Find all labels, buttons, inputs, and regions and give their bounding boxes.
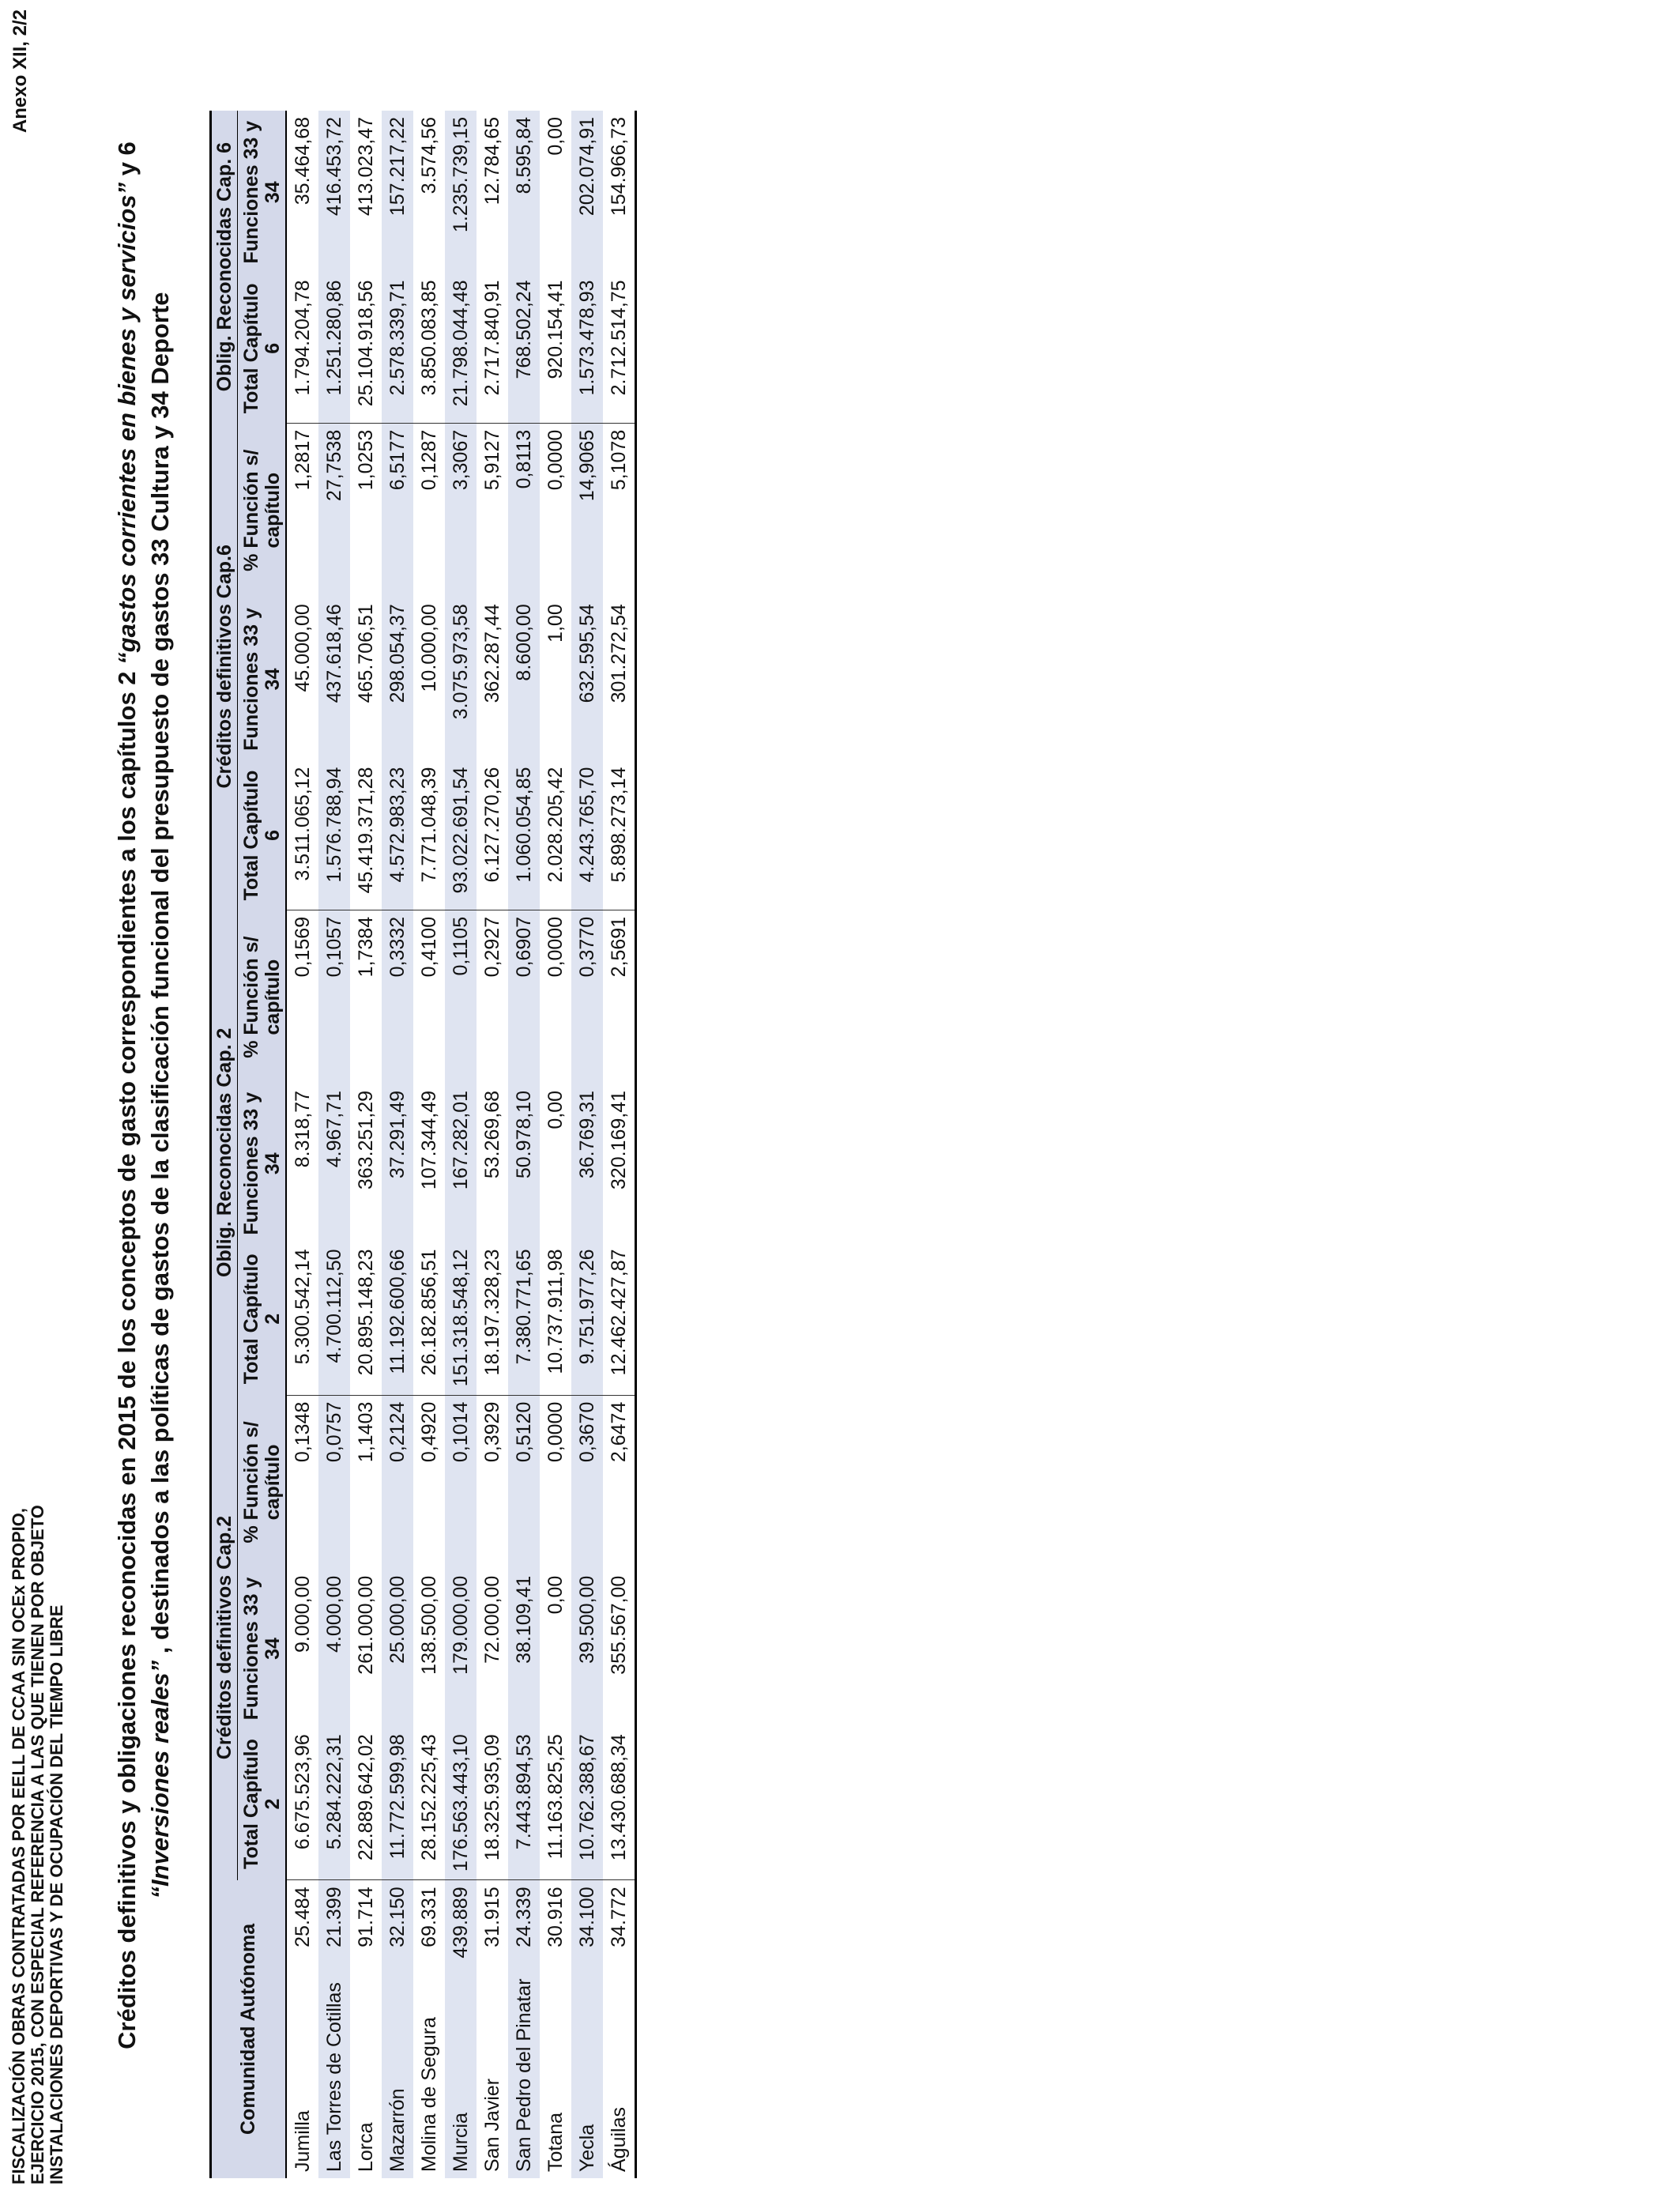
value-cell: 0,0000 xyxy=(544,916,567,978)
population-cell: 25.484 xyxy=(291,1887,314,1947)
group-header-row xyxy=(211,111,238,2178)
title-italic: “Inversiones reales” xyxy=(146,1660,174,1899)
value-cell: 2.028.205,42 xyxy=(540,761,571,910)
value-cell: 768.502,24 xyxy=(508,273,540,423)
table-row xyxy=(508,111,540,2178)
value-cell: 8.600,00 xyxy=(508,598,540,760)
table-row xyxy=(350,111,382,2178)
value-cell: 1,1403 xyxy=(354,1401,377,1463)
column-header: % Función s/ capítulo xyxy=(238,423,287,598)
value-cell: 53.269,68 xyxy=(480,1090,503,1179)
value-cell: 4.243.765,70 xyxy=(571,761,603,910)
value-cell: 179.000,00 xyxy=(445,1570,477,1728)
value-cell: 3.511.065,12 xyxy=(286,761,318,910)
table-row xyxy=(445,111,477,2178)
value-cell: 0,2927 xyxy=(480,916,503,978)
value-cell: 11.192.600,66 xyxy=(382,1242,413,1395)
value-cell: 0,6907 xyxy=(508,910,540,1084)
community-header: Comunidad Autónoma xyxy=(211,1880,287,2178)
value-cell: 37.291,49 xyxy=(382,1084,413,1243)
value-cell: 3.574,56 xyxy=(417,117,440,194)
table-row xyxy=(286,111,318,2178)
value-cell: 18.197.328,23 xyxy=(477,1242,508,1395)
value-cell: 4.000,00 xyxy=(318,1570,350,1728)
value-cell: 301.272,54 xyxy=(603,598,636,760)
value-cell: 0,00 xyxy=(544,1090,567,1129)
value-cell: 202.074,91 xyxy=(571,111,603,273)
value-cell: 45.000,00 xyxy=(291,604,314,692)
value-cell: 107.344,49 xyxy=(417,1090,440,1190)
value-cell: 4.572.983,23 xyxy=(382,761,413,910)
value-cell: 320.169,41 xyxy=(603,1084,636,1243)
column-header: Total Capítulo 2 xyxy=(238,1728,287,1880)
value-cell: 261.000,00 xyxy=(354,1575,377,1675)
municipality-name: San Pedro del Pinatar xyxy=(508,1972,540,2178)
value-cell: 10.762.388,67 xyxy=(571,1728,603,1880)
report-header xyxy=(9,1505,66,2185)
value-cell: 11.163.825,25 xyxy=(540,1728,571,1880)
value-cell: 0,3770 xyxy=(571,910,603,1084)
value-cell: 0,1287 xyxy=(417,429,440,491)
value-cell: 416.453,72 xyxy=(318,111,350,273)
value-cell: 0,5120 xyxy=(508,1395,540,1570)
header-line: INSTALACIONES DEPORTIVAS Y DE OCUPACIÓN DEL TIEMPO LIBRE xyxy=(47,1604,66,2185)
value-cell: 1.060.054,85 xyxy=(508,761,540,910)
population-cell: 69.331 xyxy=(417,1887,440,1947)
value-cell: 2,6474 xyxy=(603,1395,636,1570)
value-cell: 0,2124 xyxy=(382,1395,413,1570)
value-cell: 7.771.048,39 xyxy=(413,761,445,910)
column-header: % Función s/ capítulo xyxy=(238,1395,287,1570)
header-line: FISCALIZACIÓN OBRAS CONTRATADAS POR EELL DE CCAA SIN OCEx PROPIO, xyxy=(9,1507,28,2185)
value-cell: 26.182.856,51 xyxy=(413,1242,445,1395)
value-cell: 4.967,71 xyxy=(318,1084,350,1243)
value-cell: 27,7538 xyxy=(318,423,350,598)
value-cell: 50.978,10 xyxy=(508,1084,540,1243)
value-cell: 2.578.339,71 xyxy=(382,273,413,423)
data-table xyxy=(209,111,637,2178)
population-cell: 30.916 xyxy=(544,1887,567,1947)
value-cell: 25.000,00 xyxy=(382,1570,413,1728)
value-cell: 36.769,31 xyxy=(571,1084,603,1243)
value-cell: 0,8113 xyxy=(508,423,540,598)
title-text: y 6 xyxy=(113,141,141,183)
value-cell: 6.127.270,26 xyxy=(477,761,508,910)
population-cell: 21.399 xyxy=(318,1880,350,1973)
value-cell: 0,3332 xyxy=(382,910,413,1084)
municipality-name: Las Torres de Cotillas xyxy=(318,1972,350,2178)
value-cell: 151.318.548,12 xyxy=(445,1242,477,1395)
value-cell: 1.794.204,78 xyxy=(286,273,318,423)
group-header: Créditos definitivos Cap.6 xyxy=(211,423,238,910)
population-cell: 24.339 xyxy=(508,1880,540,1973)
value-cell: 920.154,41 xyxy=(540,273,571,423)
municipality-name: Mazarrón xyxy=(382,1972,413,2178)
value-cell: 14,9065 xyxy=(571,423,603,598)
value-cell: 12.784,65 xyxy=(480,117,503,205)
table-row xyxy=(540,111,571,2178)
value-cell: 5,9127 xyxy=(480,429,503,491)
population-cell: 34.100 xyxy=(571,1880,603,1973)
value-cell: 1,2817 xyxy=(291,429,314,491)
column-header: Funciones 33 y 34 xyxy=(238,111,287,273)
column-header: Funciones 33 y 34 xyxy=(238,1570,287,1728)
municipality-name: Águilas xyxy=(603,1972,636,2178)
value-cell: 0,3670 xyxy=(571,1395,603,1570)
value-cell: 21.798.044,48 xyxy=(445,273,477,423)
value-cell: 1.235.739,15 xyxy=(445,111,477,273)
value-cell: 0,0000 xyxy=(544,429,567,491)
value-cell: 13.430.688,34 xyxy=(603,1728,636,1880)
value-cell: 0,3929 xyxy=(480,1401,503,1463)
value-cell: 1.573.478,93 xyxy=(571,273,603,423)
value-cell: 413.023,47 xyxy=(354,117,377,217)
value-cell: 0,1057 xyxy=(318,910,350,1084)
municipality-name: San Javier xyxy=(480,2078,503,2172)
value-cell: 355.567,00 xyxy=(603,1570,636,1728)
group-header: Oblig. Reconocidas Cap. 2 xyxy=(211,910,238,1395)
value-cell: 0,0757 xyxy=(318,1395,350,1570)
value-cell: 0,0000 xyxy=(544,1401,567,1463)
value-cell: 6.675.523,96 xyxy=(286,1728,318,1880)
value-cell: 2,5691 xyxy=(603,910,636,1084)
value-cell: 38.109,41 xyxy=(508,1570,540,1728)
value-cell: 0,4920 xyxy=(417,1401,440,1463)
title-italic: “gastos corrientes en bienes y servicios” xyxy=(113,182,141,665)
table-row xyxy=(571,111,603,2178)
table-row xyxy=(477,111,508,2178)
value-cell: 8.318,77 xyxy=(291,1090,314,1168)
value-cell: 25.104.918,56 xyxy=(350,273,382,423)
value-cell: 3.850.083,85 xyxy=(413,273,445,423)
value-cell: 8.595,84 xyxy=(508,111,540,273)
population-cell: 91.714 xyxy=(354,1887,377,1947)
value-cell: 39.500,00 xyxy=(571,1570,603,1728)
value-cell: 22.889.642,02 xyxy=(350,1728,382,1880)
value-cell: 1,0253 xyxy=(354,429,377,491)
column-header: Total Capítulo 6 xyxy=(238,761,287,910)
value-cell: 20.895.148,23 xyxy=(350,1242,382,1395)
municipality-name: Murcia xyxy=(445,1972,477,2178)
value-cell: 9.751.977,26 xyxy=(571,1242,603,1395)
value-cell: 4.700.112,50 xyxy=(318,1242,350,1395)
value-cell: 0,1348 xyxy=(291,1401,314,1463)
value-cell: 35.464,68 xyxy=(291,117,314,205)
column-header-row xyxy=(238,111,287,2178)
value-cell: 11.772.599,98 xyxy=(382,1728,413,1880)
municipality-name: Yecla xyxy=(571,1972,603,2178)
title-text: Créditos definitivos y obligaciones reconocidas en 2015 de los conceptos de gasto correspondientes a los capítulos 2 xyxy=(113,664,141,2049)
value-cell: 5,1078 xyxy=(603,423,636,598)
value-cell: 6,5177 xyxy=(382,423,413,598)
value-cell: 298.054,37 xyxy=(382,598,413,760)
municipality-name: Lorca xyxy=(354,2122,377,2172)
value-cell: 1.576.788,94 xyxy=(318,761,350,910)
value-cell: 0,00 xyxy=(544,117,567,156)
table-row xyxy=(382,111,413,2178)
population-cell: 32.150 xyxy=(382,1880,413,1973)
value-cell: 138.500,00 xyxy=(417,1575,440,1675)
table-title xyxy=(111,107,177,2083)
value-cell: 3.075.973,58 xyxy=(445,598,477,760)
value-cell: 176.563.443,10 xyxy=(445,1728,477,1880)
value-cell: 45.419.371,28 xyxy=(350,761,382,910)
column-header: % Función s/ capítulo xyxy=(238,910,287,1084)
municipality-name: Totana xyxy=(544,2112,567,2172)
group-header: Oblig. Reconocidas Cap. 6 xyxy=(211,111,238,423)
value-cell: 632.595,54 xyxy=(571,598,603,760)
table-row xyxy=(318,111,350,2178)
value-cell: 28.152.225,43 xyxy=(413,1728,445,1880)
value-cell: 362.287,44 xyxy=(480,604,503,703)
value-cell: 7.380.771,65 xyxy=(508,1242,540,1395)
group-header: Créditos definitivos Cap.2 xyxy=(211,1395,238,1880)
value-cell: 7.443.894,53 xyxy=(508,1728,540,1880)
value-cell: 10.000,00 xyxy=(417,604,440,692)
value-cell: 157.217,22 xyxy=(382,111,413,273)
value-cell: 1,00 xyxy=(544,604,567,643)
value-cell: 5.284.222,31 xyxy=(318,1728,350,1880)
column-header: Funciones 33 y 34 xyxy=(238,1084,287,1243)
value-cell: 5.300.542,14 xyxy=(286,1242,318,1395)
value-cell: 437.618,46 xyxy=(318,598,350,760)
value-cell: 0,1014 xyxy=(445,1395,477,1570)
value-cell: 3,3067 xyxy=(445,423,477,598)
value-cell: 5.898.273,14 xyxy=(603,761,636,910)
population-cell: 31.915 xyxy=(480,1887,503,1947)
population-cell: 439.889 xyxy=(445,1880,477,1973)
column-header: Total Capítulo 2 xyxy=(238,1242,287,1395)
value-cell: 1.251.280,86 xyxy=(318,273,350,423)
table-row xyxy=(413,111,445,2178)
value-cell: 10.737.911,98 xyxy=(540,1242,571,1395)
value-cell: 18.325.935,09 xyxy=(477,1728,508,1880)
value-cell: 0,1569 xyxy=(291,916,314,978)
value-cell: 9.000,00 xyxy=(291,1575,314,1653)
value-cell: 0,00 xyxy=(544,1575,567,1615)
value-cell: 465.706,51 xyxy=(354,604,377,703)
table-row xyxy=(603,111,636,2178)
value-cell: 93.022.691,54 xyxy=(445,761,477,910)
population-cell: 34.772 xyxy=(603,1880,636,1973)
column-header: Total Capítulo 6 xyxy=(238,273,287,423)
value-cell: 167.282,01 xyxy=(445,1084,477,1243)
column-header: Funciones 33 y 34 xyxy=(238,598,287,760)
annex-label: Anexo XII, 2/2 xyxy=(9,9,31,134)
header-line: EJERCICIO 2015, CON ESPECIAL REFERENCIA A LAS QUE TIENEN POR OBJETO xyxy=(28,1505,47,2185)
value-cell: 72.000,00 xyxy=(480,1575,503,1664)
value-cell: 12.462.427,87 xyxy=(603,1242,636,1395)
value-cell: 363.251,29 xyxy=(354,1090,377,1190)
title-text: , destinados a las políticas de gastos de la clasificación funcional del presupuesto de gastos 33 Cultura y 34 Deporte xyxy=(146,292,174,1661)
value-cell: 0,1105 xyxy=(445,910,477,1084)
municipality-name: Molina de Segura xyxy=(417,2017,440,2172)
municipality-name: Jumilla xyxy=(291,2110,314,2172)
value-cell: 0,4100 xyxy=(417,916,440,978)
value-cell: 2.712.514,75 xyxy=(603,273,636,423)
value-cell: 2.717.840,91 xyxy=(477,273,508,423)
value-cell: 1,7384 xyxy=(354,916,377,978)
value-cell: 154.966,73 xyxy=(603,111,636,273)
